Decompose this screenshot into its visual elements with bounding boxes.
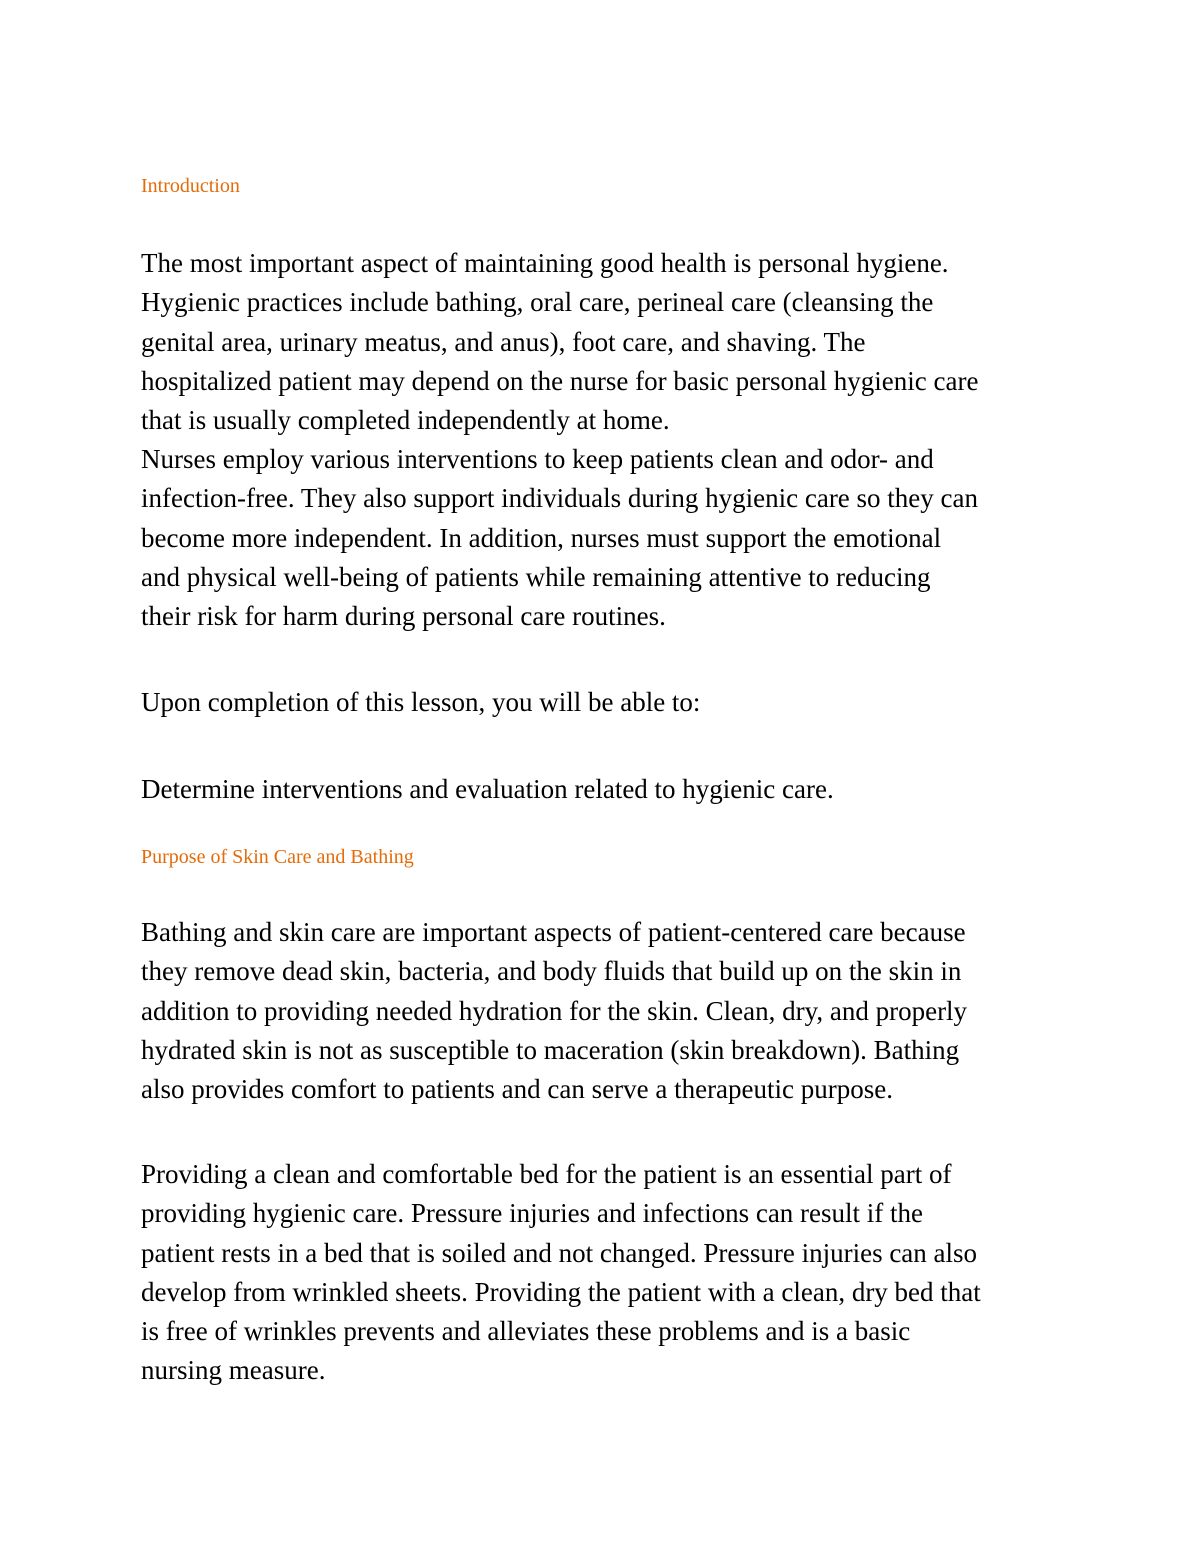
text-line: Providing a clean and comfortable bed for the patient is an essential part of xyxy=(141,1159,952,1189)
skin-care-paragraph-1 xyxy=(141,913,1071,1109)
lesson-objective xyxy=(141,770,1071,809)
text-line: genital area, urinary meatus, and anus), foot care, and shaving. The xyxy=(141,326,866,357)
skin-care-paragraph-2 xyxy=(141,1155,1071,1391)
text-line: infection-free. They also support individuals during hygienic care so they can xyxy=(141,483,978,514)
text-line: patient rests in a bed that is soiled and not changed. Pressure injuries can also xyxy=(141,1237,978,1268)
text-line: is free of wrinkles prevents and alleviates these problems and is a basic xyxy=(141,1316,911,1347)
intro-paragraph-2 xyxy=(141,440,1071,636)
text-line: also provides comfort to patients and can serve a therapeutic purpose. xyxy=(141,1074,893,1105)
section-heading-introduction: Introduction xyxy=(141,175,240,197)
lesson-objectives-intro xyxy=(141,683,1071,722)
intro-paragraph-1 xyxy=(141,244,1071,440)
text-line: Bathing and skin care are important aspects of patient-centered care because xyxy=(141,917,966,947)
text-line: providing hygienic care. Pressure injuries and infections can result if the xyxy=(141,1198,924,1229)
text-line: Upon completion of this lesson, you will be able to: xyxy=(141,687,701,717)
text-line: their risk for harm during personal care routines. xyxy=(141,601,666,632)
text-line: nursing measure. xyxy=(141,1355,326,1386)
text-line: they remove dead skin, bacteria, and body fluids that build up on the skin in xyxy=(141,956,962,987)
text-line: Determine interventions and evaluation related to hygienic care. xyxy=(141,774,834,804)
section-heading-skin-care: Purpose of Skin Care and Bathing xyxy=(141,846,414,868)
text-line: and physical well-being of patients while remaining attentive to reducing xyxy=(141,561,931,592)
text-line: Nurses employ various interventions to keep patients clean and odor- and xyxy=(141,444,934,474)
text-line: hospitalized patient may depend on the nurse for basic personal hygienic care xyxy=(141,365,979,396)
text-line: hydrated skin is not as susceptible to maceration (skin breakdown). Bathing xyxy=(141,1034,960,1065)
text-line: develop from wrinkled sheets. Providing the patient with a clean, dry bed that xyxy=(141,1276,981,1307)
text-line: that is usually completed independently at home. xyxy=(141,405,670,436)
text-line: addition to providing needed hydration for the skin. Clean, dry, and properly xyxy=(141,995,968,1026)
text-line: The most important aspect of maintaining good health is personal hygiene. xyxy=(141,248,949,278)
text-line: Hygienic practices include bathing, oral care, perineal care (cleansing the xyxy=(141,287,934,318)
text-line: become more independent. In addition, nurses must support the emotional xyxy=(141,522,942,553)
